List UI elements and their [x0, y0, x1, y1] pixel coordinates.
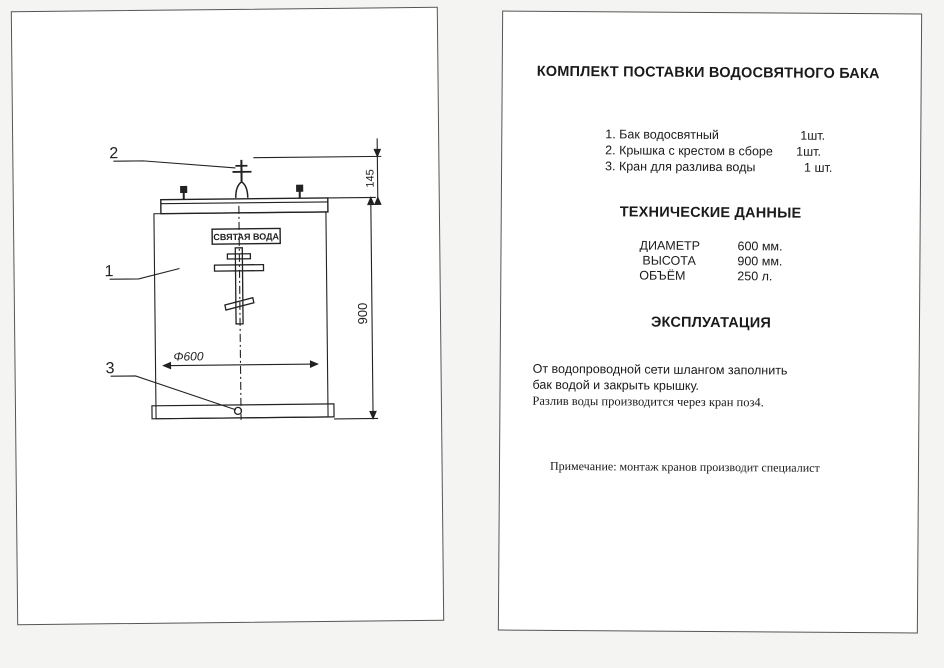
operation-line: От водопроводной сети шлангом заполнить: [532, 361, 788, 378]
list-item: 2. Крышка с крестом в сборе: [605, 143, 773, 159]
list-item: 1. Бак водосвятный: [605, 127, 719, 143]
tech-value: 250 л.: [737, 269, 773, 284]
callout-1: 1: [104, 263, 114, 281]
list-item-qty: 1шт.: [800, 128, 826, 143]
callout-2: 2: [109, 145, 119, 163]
operation-title: ЭКСПЛУАТАЦИЯ: [650, 314, 772, 332]
plaque-label: СВЯТАЯ ВОДА: [213, 231, 280, 243]
dim-height: 900: [354, 302, 371, 325]
spec-title: КОМПЛЕКТ ПОСТАВКИ ВОДОСВЯТНОГО БАКА: [536, 63, 880, 83]
note: Примечание: монтаж кранов производит специалист: [549, 458, 820, 475]
tech-value: 600 мм.: [737, 239, 783, 254]
tap: [234, 407, 241, 414]
list-item-qty: 1 шт.: [804, 160, 833, 175]
tank-bottom-band: [152, 404, 334, 419]
operation-line: Разлив воды производится через кран поз4.: [532, 393, 764, 410]
spec-sheet: [498, 11, 922, 634]
tech-title: ТЕХНИЧЕСКИЕ ДАННЫЕ: [619, 204, 802, 222]
operation-line: бак водой и закрыть крышку.: [532, 377, 700, 393]
tech-value: 900 мм.: [737, 254, 783, 269]
tech-label: ОБЪЁМ: [639, 268, 686, 283]
tank-drawing: [12, 8, 443, 624]
callout-3: 3: [105, 360, 115, 378]
tech-label: ВЫСОТА: [642, 253, 696, 268]
dim-diameter: Φ600: [173, 349, 204, 364]
tech-label: ДИАМЕТР: [639, 238, 701, 253]
tank-rim: [161, 198, 328, 214]
list-item-qty: 1шт.: [796, 144, 822, 159]
list-item: 3. Кран для разлива воды: [605, 159, 756, 175]
drawing-sheet: [11, 7, 444, 625]
dim-cap: 145: [364, 169, 377, 188]
